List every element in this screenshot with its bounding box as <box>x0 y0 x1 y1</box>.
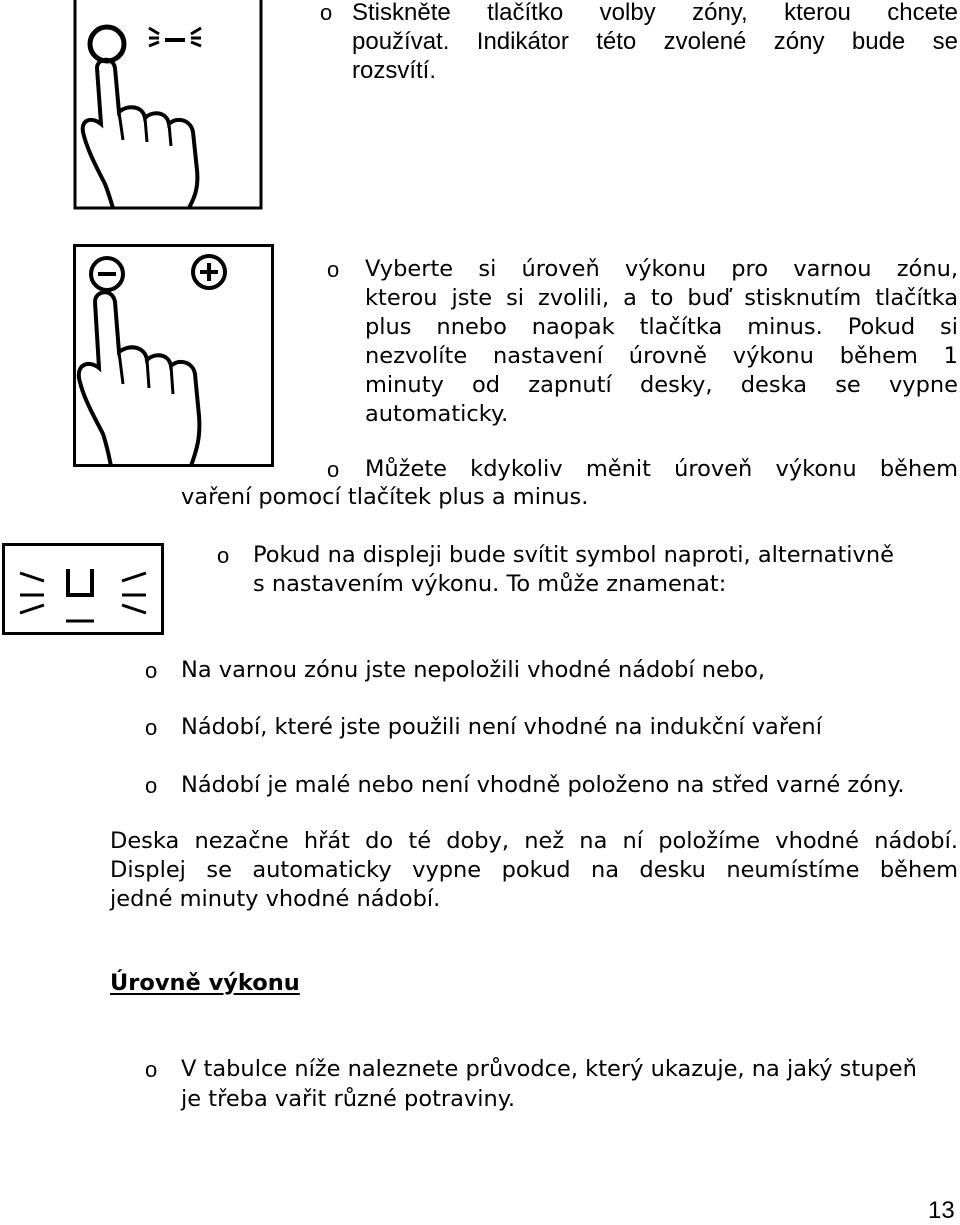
display-symbol-text: Pokud na displeji bude svítit symbol naproti, alternativně <box>253 542 894 568</box>
zone-select-instruction <box>352 0 958 85</box>
finger-press-zone-icon <box>73 0 264 210</box>
text-line: Deska nezačne hřát do té doby, než na ní položíme vhodné nádobí. <box>110 828 958 854</box>
finger-press-minus-plus-icon <box>73 244 275 468</box>
text-line: rozsvítí. <box>352 57 437 84</box>
display-symbol-text-cont: s nastavením výkonu. To může znamenat: <box>253 571 727 597</box>
text-line: používat. Indikátor této zvolené zóny bude se <box>352 28 958 55</box>
text-line: Vyberte si úroveň výkonu pro varnou zónu, <box>365 256 958 282</box>
text-line: nezvolíte nastavení úrovně výkonu během 1 <box>365 343 958 369</box>
change-level-text: Můžete kdykoliv měnit úroveň výkonu během <box>365 456 958 482</box>
reason-item: Na varnou zónu jste nepoložili vhodné nádobí nebo, <box>181 657 766 683</box>
power-level-instruction <box>365 255 958 429</box>
table-guide-text-cont: je třeba vařit různé potraviny. <box>181 1086 516 1112</box>
list-marker: o <box>320 0 333 25</box>
list-marker: o <box>327 257 340 282</box>
zone-select-figure <box>73 0 264 210</box>
text-line: kterou jste si zvolili, a to buď stisknutím tlačítka <box>365 285 958 311</box>
list-marker: o <box>327 457 340 482</box>
reason-item: Nádobí, které jste použili není vhodné na indukční vaření <box>181 714 822 740</box>
list-marker: o <box>145 1057 158 1082</box>
text-line: automaticky. <box>365 401 509 427</box>
text-line: minuty od zapnutí desky, deska se vypne <box>365 372 958 398</box>
text-line: Displej se automaticky vypne pokud na desku neumístíme během <box>110 857 958 883</box>
text-line: plus nnebo naopak tlačítka minus. Pokud si <box>365 314 958 340</box>
text-line: Stiskněte tlačítko volby zóny, kterou chcete <box>352 0 958 26</box>
display-symbol-figure <box>2 543 164 635</box>
auto-off-paragraph <box>110 827 958 914</box>
display-u-symbol-icon <box>2 543 164 635</box>
list-marker: o <box>145 658 158 683</box>
reason-item: Nádobí je malé nebo není vhodně položeno na střed varné zóny. <box>181 772 905 798</box>
section-heading: Úrovně výkonu <box>110 970 300 996</box>
list-marker: o <box>145 773 158 798</box>
list-marker: o <box>145 715 158 740</box>
page-number: 13 <box>928 1197 955 1224</box>
text-line: jedné minuty vhodné nádobí. <box>110 886 441 912</box>
table-guide-text: V tabulce níže naleznete průvodce, který ukazuje, na jaký stupeň <box>181 1056 917 1082</box>
power-adjust-figure <box>73 244 275 468</box>
change-level-text-cont: vaření pomocí tlačítek plus a minus. <box>181 484 589 510</box>
list-marker: o <box>217 543 230 568</box>
